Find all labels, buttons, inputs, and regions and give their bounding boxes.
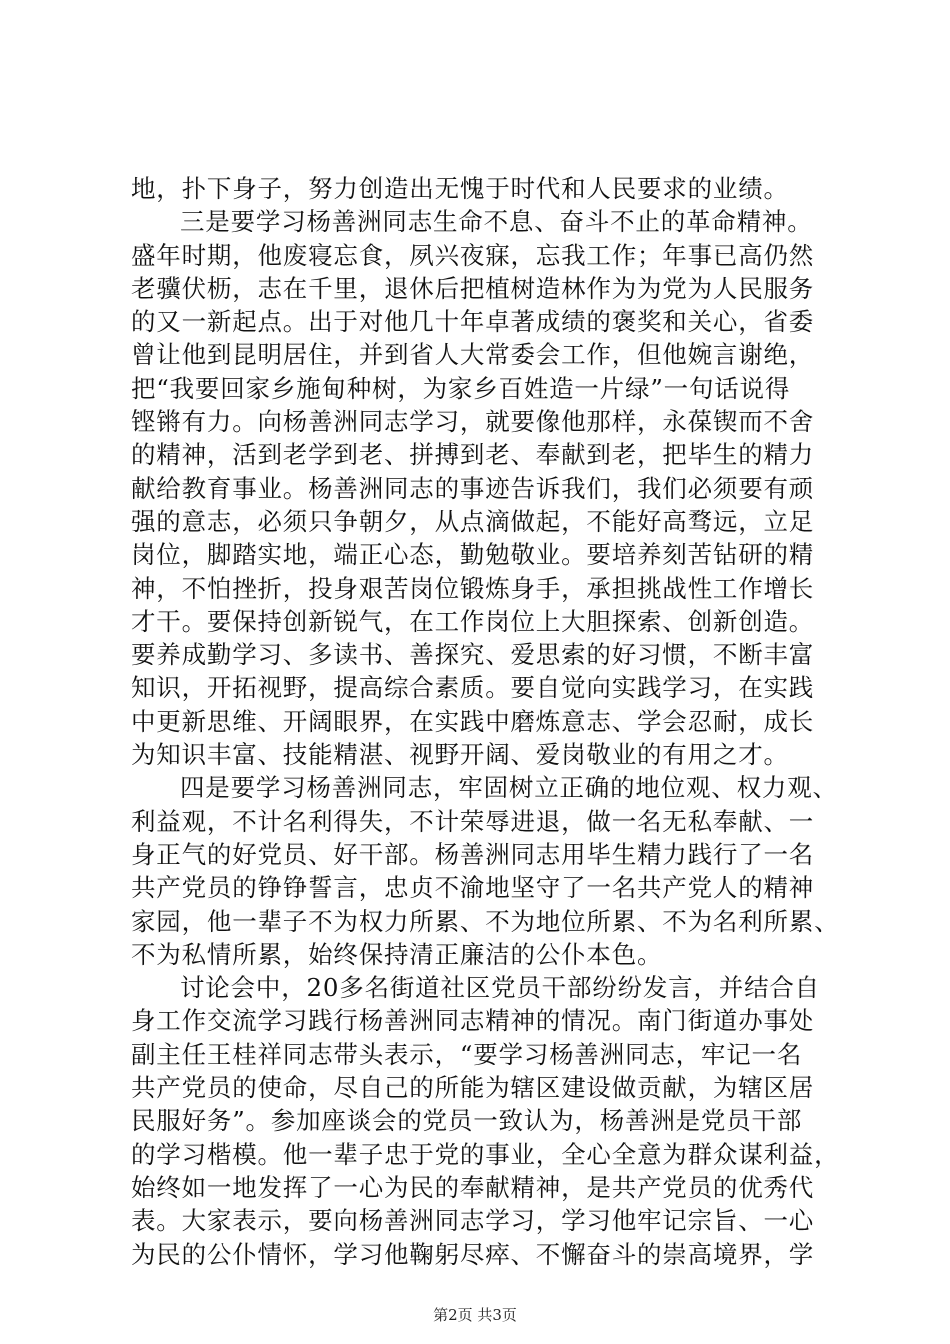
text-line: 神，不怕挫折，投身艰苦岗位锻炼身手，承担挑战性工作增长 <box>131 573 815 603</box>
text-line: 三是要学习杨善洲同志生命不息、奋斗不止的革命精神。 <box>180 207 813 237</box>
text-line: 讨论会中，20多名街道社区党员干部纷纷发言，并结合自 <box>180 973 820 1003</box>
text-line: 利益观，不计名利得失，不计荣辱进退，做一名无私奉献、一 <box>131 806 815 836</box>
text-line: 为民的公仆情怀，学习他鞠躬尽瘁、不懈奋斗的崇高境界，学 <box>131 1239 815 1269</box>
text-line: 表。大家表示，要向杨善洲同志学习，学习他牢记宗旨、一心 <box>131 1206 815 1236</box>
text-line: 的又一新起点。出于对他几十年卓著成绩的褒奖和关心，省委 <box>131 307 815 337</box>
document-body <box>131 172 840 1271</box>
text-line: 的精神，活到老学到老、拼搏到老、奉献到老，把毕生的精力 <box>131 440 815 470</box>
text-line: 要养成勤学习、多读书、善探究、爱思索的好习惯，不断丰富 <box>131 640 815 670</box>
text-line: 把“我要回家乡施甸种树，为家乡百姓造一片绿”一句话说得 <box>131 373 791 403</box>
text-line: 共产党员的铮铮誓言，忠贞不渝地坚守了一名共产党人的精神 <box>131 873 815 903</box>
text-line: 曾让他到昆明居住，并到省人大常委会工作，但他婉言谢绝， <box>131 340 815 370</box>
text-line: 地，扑下身子，努力创造出无愧于时代和人民要求的业绩。 <box>131 174 789 203</box>
text-line: 岗位，脚踏实地，端正心态，勤勉敬业。要培养刻苦钻研的精 <box>131 540 815 570</box>
text-line: 中更新思维、开阔眼界，在实践中磨炼意志、学会忍耐，成长 <box>131 706 815 736</box>
text-line: 副主任王桂祥同志带头表示，“要学习杨善洲同志，牢记一名 <box>131 1039 803 1069</box>
text-line: 盛年时期，他废寝忘食，夙兴夜寐，忘我工作；年事已高仍然 <box>131 240 815 270</box>
text-line: 知识，开拓视野，提高综合素质。要自觉向实践学习，在实践 <box>131 673 815 703</box>
text-line: 始终如一地发挥了一心为民的奉献精神，是共产党员的优秀代 <box>131 1172 815 1202</box>
text-line: 才干。要保持创新锐气，在工作岗位上大胆探索、创新创造。 <box>131 606 815 636</box>
text-line: 身正气的好党员、好干部。杨善洲同志用毕生精力践行了一名 <box>131 839 815 869</box>
page-number-footer: 第2页 共3页 <box>433 1306 517 1324</box>
text-line: 四是要学习杨善洲同志，牢固树立正确的地位观、权力观、 <box>180 773 838 803</box>
text-line: 的学习楷模。他一辈子忠于党的事业，全心全意为群众谋利益， <box>131 1139 840 1169</box>
text-line: 身工作交流学习践行杨善洲同志精神的情况。南门街道办事处 <box>131 1006 815 1036</box>
text-line: 不为私情所累，始终保持清正廉洁的公仆本色。 <box>131 939 663 969</box>
text-line: 献给教育事业。杨善洲同志的事迹告诉我们，我们必须要有顽 <box>131 473 815 503</box>
text-line: 家园，他一辈子不为权力所累、不为地位所累、不为名利所累、 <box>131 906 840 936</box>
text-line: 民服好务”。参加座谈会的党员一致认为，杨善洲是党员干部 <box>131 1106 803 1136</box>
text-line: 铿锵有力。向杨善洲同志学习，就要像他那样，永葆锲而不舍 <box>131 407 815 437</box>
text-line: 强的意志，必须只争朝夕，从点滴做起，不能好高骛远，立足 <box>131 506 815 536</box>
text-line: 为知识丰富、技能精湛、视野开阔、爱岗敬业的有用之才。 <box>131 740 789 770</box>
text-line: 共产党员的使命，尽自己的所能为辖区建设做贡献，为辖区居 <box>131 1073 815 1103</box>
text-line: 老骥伏枥，志在千里，退休后把植树造林作为为党为人民服务 <box>131 273 815 303</box>
